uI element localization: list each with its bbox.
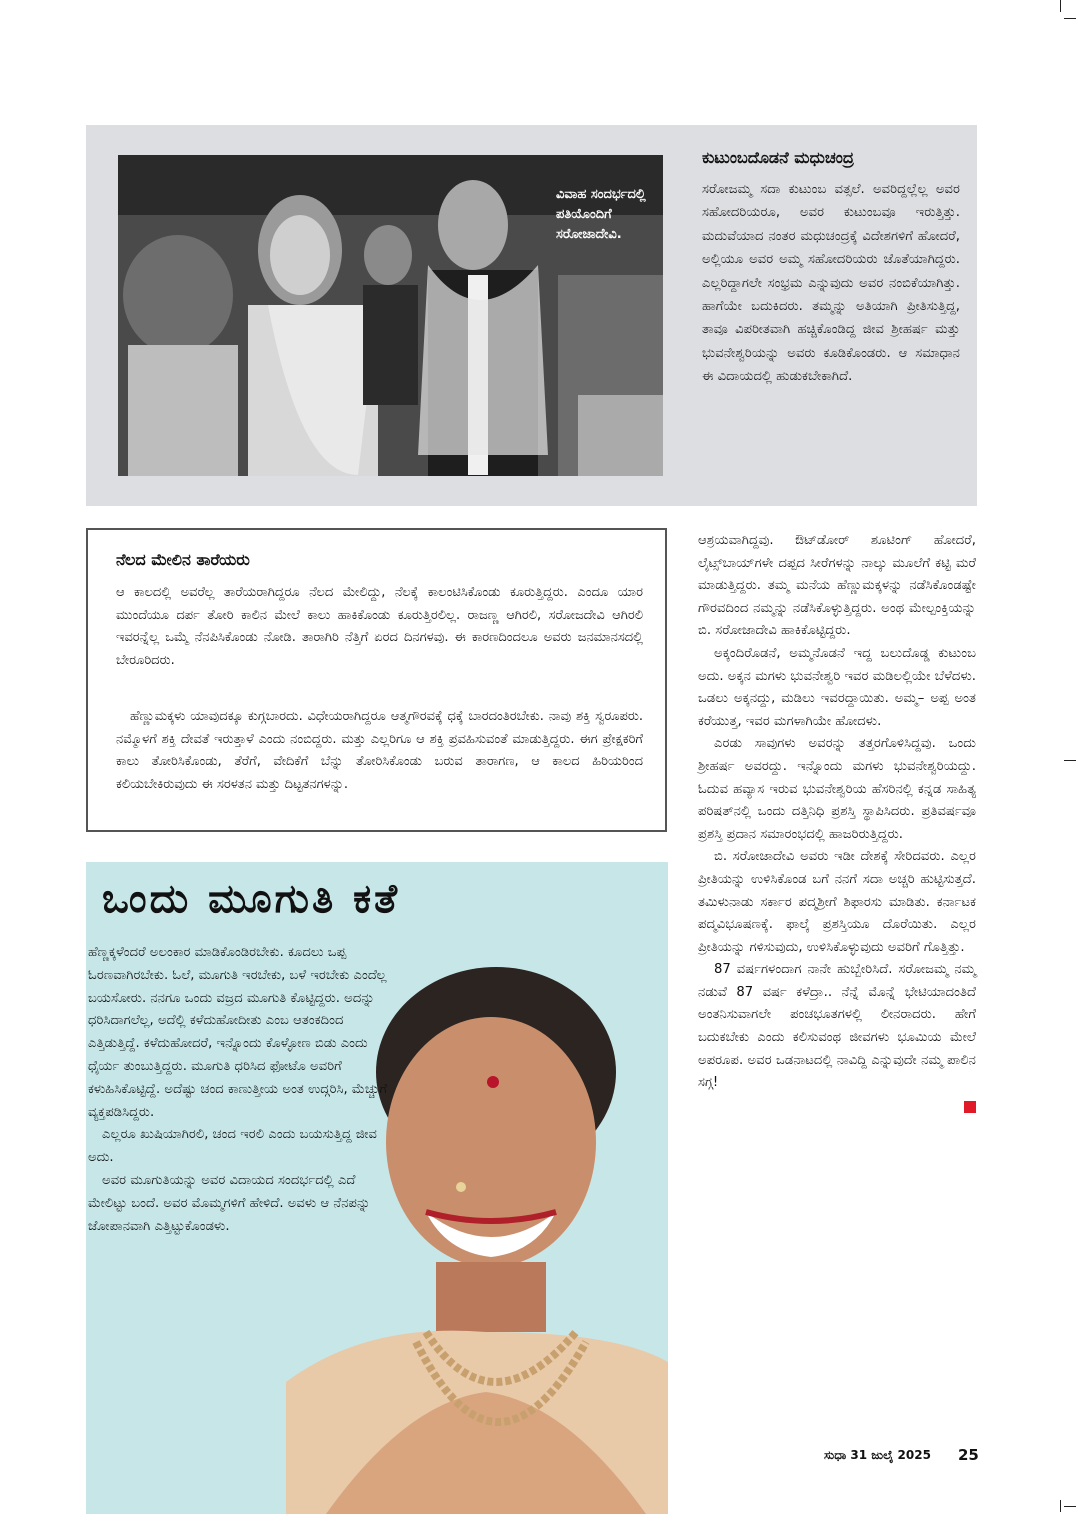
sidebar-title: ಕುಟುಂಬದೊಡನೆ ಮಧುಚಂದ್ರ [702,148,854,167]
sidebar-text: ಸರೋಜಮ್ಮ ಸದಾ ಕುಟುಂಬ ವತ್ಸಲೆ. ಅವರಿದ್ದಲ್ಲೆಲ್ಲ ಅವರ ಸಹೋದರಿಯರೂ, ಅವರ ಕುಟುಂಬವೂ ಇರುತ್ತಿತ್ತು. ಮದುವೆಯಾದ ನಂತರ ಮಧುಚಂದ್ರಕ್ಕೆ ವಿದೇಶಗಳಿಗೆ ಹೋದರೆ, ಅಲ್ಲಿಯೂ ಅವರ ಅಮ್ಮ ಸಹೋದರಿಯರು ಜೊತೆಯಾಗಿದ್ದರು. ಎಲ್ಲರಿದ್ದಾಗಲೇ ಸಂಭ್ರಮ ಎನ್ನುವುದು ಅವರ ನಂಬಿಕೆಯಾಗಿತ್ತು. ಹಾಗೆಯೇ ಬದುಕಿದರು. ತಮ್ಮನ್ನು ಅತಿಯಾಗಿ ಪ್ರೀತಿಸುತ್ತಿದ್ದ, ತಾವೂ ವಿಪರೀತವಾಗಿ ಹಚ್ಚಿಕೊಂಡಿದ್ದ ಜೀವ ಶ್ರೀಹರ್ಷ ಮತ್ತು ಭುವನೇಶ್ವರಿಯನ್ನು ಅವರು ಕೂಡಿಕೊಂಡರು. ಆ ಸಮಾಧಾನ ಈ ವಿದಾಯದಲ್ಲಿ ಹುಡುಕಬೇಕಾಗಿದೆ. [702,182,960,385]
article-paragraph: ಎರಡು ಸಾವುಗಳು ಅವರನ್ನು ತತ್ತರಗೊಳಿಸಿದ್ದವು. ಒಂದು ಶ್ರೀಹರ್ಷ ಅವರದ್ದು. ಇನ್ನೊಂದು ಮಗಳು ಭುವನೇಶ್ವರಿಯದ್ದು. ಓದುವ ಹವ್ಯಾಸ ಇರುವ ಭುವನೇಶ್ವರಿಯ ಹೆಸರಿನಲ್ಲಿ ಕನ್ನಡ ಸಾಹಿತ್ಯ ಪರಿಷತ್‌ನಲ್ಲಿ ಒಂದು ದತ್ತಿನಿಧಿ ಪ್ರಶಸ್ತಿ ಸ್ಥಾಪಿಸಿದರು. ಪ್ರತಿವರ್ಷವೂ ಪ್ರಶಸ್ತಿ ಪ್ರದಾನ ಸಮಾರಂಭದಲ್ಲಿ ಹಾಜರಿರುತ್ತಿದ್ದರು. [698,736,976,842]
crop-mark [1064,760,1076,761]
footer-issue: ಸುಧಾ 31 ಜುಲೈ 2025 [824,1448,931,1462]
end-mark-icon [964,1101,976,1113]
article-paragraph: ಅಕ್ಕಂದಿರೊಡನೆ, ಅಮ್ಮನೊಡನೆ ಇದ್ದ ಬಲುದೊಡ್ಡ ಕುಟುಂಬ ಅದು. ಅಕ್ಕನ ಮಗಳು ಭುವನೇಶ್ವರಿ ಇವರ ಮಡಿಲಲ್ಲಿಯೇ ಬೆಳೆದಳು. ಒಡಲು ಅಕ್ಕನದ್ದು, ಮಡಿಲು ಇವರದ್ದಾಯಿತು. ಅಮ್ಮ– ಅಪ್ಪ ಅಂತ ಕರೆಯುತ್ತ, ಇವರ ಮಗಳಾಗಿಯೇ ಹೋದಳು. [698,645,976,729]
crop-mark [1064,1506,1076,1507]
nose-ring-text [88,942,398,1238]
article-paragraph: ಆಶ್ರಯವಾಗಿದ್ದವು. ಔಟ್‌ಡೋರ್ ಶೂಟಿಂಗ್ ಹೋದರೆ, ಲೈಟ್ಸ್‌ಬಾಯ್‌ಗಳೇ ದಪ್ಪದ ಸೀರೆಗಳನ್ನು ನಾಲ್ಕು ಮೂಲೆಗೆ ಕಟ್ಟಿ ಮರೆ ಮಾಡುತ್ತಿದ್ದರು. ತಮ್ಮ ಮನೆಯ ಹೆಣ್ಣುಮಕ್ಕಳನ್ನು ನಡೆಸಿಕೊಂಡಷ್ಟೇ ಗೌರವದಿಂದ ನಮ್ಮನ್ನು ನಡೆಸಿಕೊಳ್ಳುತ್ತಿದ್ದರು. ಅಂಥ ಮೇಲ್ಪಂಕ್ತಿಯನ್ನು ಬಿ. ಸರೋಜಾದೇವಿ ಹಾಕಿಕೊಟ್ಟಿದ್ದರು. [698,533,976,639]
nose-ring-title: ಒಂದು ಮೂಗುತಿ ಕತೆ [102,876,400,922]
crop-mark [1064,18,1076,19]
article-paragraph: 87 ವರ್ಷಗಳಂದಾಗ ನಾನೇ ಹುಬ್ಬೇರಿಸಿದೆ. ಸರೋಜಮ್ಮ ನಮ್ಮ ನಡುವೆ 87 ವರ್ಷ ಕಳೆದ್ರಾ.. ನೆನ್ನೆ ಮೊನ್ನೆ ಭೇಟಿಯಾದಂತಿದೆ ಅಂತನಿಸುವಾಗಲೇ ಪಂಚಭೂತಗಳಲ್ಲಿ ಲೀನರಾದರು. ಹೇಗೆ ಬದುಕಬೇಕು ಎಂದು ಕಲಿಸುವಂಥ ಜೀವಗಳು ಭೂಮಿಯ ಮೇಲೆ ಅಪರೂಪ. ಅವರ ಒಡನಾಟದಲ್ಲಿ ನಾವಿದ್ದಿ ಎನ್ನುವುದೇ ನಮ್ಮ ಪಾಲಿನ ಸಗ್ಗ! [698,962,976,1091]
nose-ring-panel [86,862,668,1514]
article-column [698,530,976,1113]
nose-ring-paragraph: ಅವರ ಮೂಗುತಿಯನ್ನು ಅವರ ವಿದಾಯದ ಸಂದರ್ಭದಲ್ಲಿ ಎದೆ ಮೇಲಿಟ್ಟು ಬಂದೆ. ಅವರ ಮೊಮ್ಮಗಳಿಗೆ ಹೇಳಿದೆ. ಅವಳು ಆ ನೆನಪನ್ನು ಜೋಪಾನವಾಗಿ ಎತ್ತಿಟ್ಟುಕೊಂಡಳು. [88,1172,371,1234]
nose-ring-paragraph: ಹೆಣ್ಣಕ್ಕಳೆಂದರೆ ಅಲಂಕಾರ ಮಾಡಿಕೊಂಡಿರಬೇಕು. ಕೂದಲು ಒಪ್ಪ ಓರಣವಾಗಿರಬೇಕು. ಓಲೆ, ಮೂಗುತಿ ಇರಬೇಕು, ಬಳೆ ಇರಬೇಕು ಎಂದೆಲ್ಲ ಬಯಸೋರು. ನನಗೂ ಒಂದು ವಜ್ರದ ಮೂಗುತಿ ಕೊಟ್ಟಿದ್ದರು. ಅದನ್ನು ಧರಿಸಿದಾಗಲೆಲ್ಲ, ಅದೆಲ್ಲಿ ಕಳೆದುಹೋದೀತು ಎಂಬ ಆತಂಕದಿಂದ ಎತ್ತಿಡುತ್ತಿದ್ದೆ. ಕಳೆದುಹೋದರೆ, ಇನ್ನೊಂದು ಕೊಳ್ಳೋಣ ಬಿಡು ಎಂದು ಧೈರ್ಯ ತುಂಬುತ್ತಿದ್ದರು. ಮೂಗುತಿ ಧರಿಸಿದ ಫೋಟೊ ಅವರಿಗೆ ಕಳುಹಿಸಿಕೊಟ್ಟಿದ್ದೆ. ಅದೆಷ್ಟು ಚಂದ ಕಾಣುತ್ತೀಯ ಅಂತ ಉದ್ಗರಿಸಿ, ಮೆಚ್ಚುಗೆ ವ್ಯಕ್ತಪಡಿಸಿದ್ದರು. [88,945,388,1120]
photo-caption: ವಿವಾಹ ಸಂದರ್ಭದಲ್ಲಿ ಪತಿಯೊಂದಿಗೆ ಸರೋಜಾದೇವಿ. [556,187,646,242]
stars-box [86,528,667,832]
crop-mark [1060,0,1061,12]
page-number: 25 [958,1446,979,1464]
stars-title: ನೆಲದ ಮೇಲಿನ ತಾರೆಯರು [116,550,250,569]
stars-paragraph: ಆ ಕಾಲದಲ್ಲಿ ಅವರೆಲ್ಲ ತಾರೆಯರಾಗಿದ್ದರೂ ನೆಲದ ಮೇಲಿದ್ದು, ನೆಲಕ್ಕೆ ಕಾಲಂಟಿಸಿಕೊಂಡು ಕೂರುತ್ತಿದ್ದರು. ಎಂದೂ ಯಾರ ಮುಂದೆಯೂ ದರ್ಪ ತೋರಿ ಕಾಲಿನ ಮೇಲೆ ಕಾಲು ಹಾಕಿಕೊಂಡು ಕೂರುತ್ತಿರಲಿಲ್ಲ. ರಾಜಣ್ಣ ಆಗಿರಲಿ, ಸರೋಜದೇವಿ ಆಗಿರಲಿ ಇವರನ್ನೆಲ್ಲ ಒಮ್ಮೆ ನೆನಪಿಸಿಕೊಂಡು ನೋಡಿ. ತಾರಾಗಿರಿ ನೆತ್ತಿಗೆ ಏರದ ದಿನಗಳವು. ಈ ಕಾರಣದಿಂದಲೂ ಅವರು ಜನಮಾನಸದಲ್ಲಿ ಬೇರೂರಿದರು. [116,585,643,668]
wedding-photo [118,155,663,476]
article-paragraph: ಬಿ. ಸರೋಜಾದೇವಿ ಅವರು ಇಡೀ ದೇಶಕ್ಕೆ ಸೇರಿದವರು. ಎಲ್ಲರ ಪ್ರೀತಿಯನ್ನು ಉಳಿಸಿಕೊಂಡ ಬಗೆ ನನಗೆ ಸದಾ ಅಚ್ಚರಿ ಹುಟ್ಟಿಸುತ್ತದೆ. ತಮಿಳುನಾಡು ಸರ್ಕಾರ ಪದ್ಮಶ್ರೀಗೆ ಶಿಫಾರಸು ಮಾಡಿತು. ಕರ್ನಾಟಕ ಪದ್ಮವಿಭೂಷಣಕ್ಕೆ. ಫಾಲ್ಕೆ ಪ್ರಶಸ್ತಿಯೂ ದೊರೆಯಿತು. ಎಲ್ಲರ ಪ್ರೀತಿಯನ್ನು ಗಳಿಸುವುದು, ಉಳಿಸಿಕೊಳ್ಳುವುದು ಅವರಿಗೆ ಗೊತ್ತಿತ್ತು. [698,849,976,955]
stars-paragraph: ಹೆಣ್ಣುಮಕ್ಕಳು ಯಾವುದಕ್ಕೂ ಕುಗ್ಗಬಾರದು. ವಿಧೇಯರಾಗಿದ್ದರೂ ಆತ್ಮಗೌರವಕ್ಕೆ ಧಕ್ಕೆ ಬಾರದಂತಿರಬೇಕು. ನಾವು ಶಕ್ತಿ ಸ್ವರೂಪರು. ನಮ್ಮೊಳಗೆ ಶಕ್ತಿ ದೇವತೆ ಇರುತ್ತಾಳೆ ಎಂದು ನಂಬಿದ್ದರು. ಮತ್ತು ಎಲ್ಲರಿಗೂ ಆ ಶಕ್ತಿ ಪ್ರವಹಿಸುವಂತೆ ಮಾಡುತ್ತಿದ್ದರು. ಈಗ ಪ್ರೇಕ್ಷಕರಿಗೆ ಕಾಲು ತೋರಿಸಿಕೊಂಡು, ತೆರೆಗೆ, ವೇದಿಕೆಗೆ ಬೆನ್ನು ತೋರಿಸಿಕೊಂಡು ಬರುವ ತಾರಾಗಣ, ಆ ಕಾಲದ ಹಿರಿಯರಿಂದ ಕಲಿಯಬೇಕಿರುವುದು ಈ ಸರಳತನ ಮತ್ತು ದಿಟ್ಟತನಗಳನ್ನು. [116,709,643,792]
nose-ring-paragraph: ಎಲ್ಲರೂ ಖುಷಿಯಾಗಿರಲಿ, ಚಂದ ಇರಲಿ ಎಂದು ಬಯಸುತ್ತಿದ್ದ ಜೀವ ಅದು. [88,1127,377,1166]
crop-mark [1060,1500,1061,1512]
